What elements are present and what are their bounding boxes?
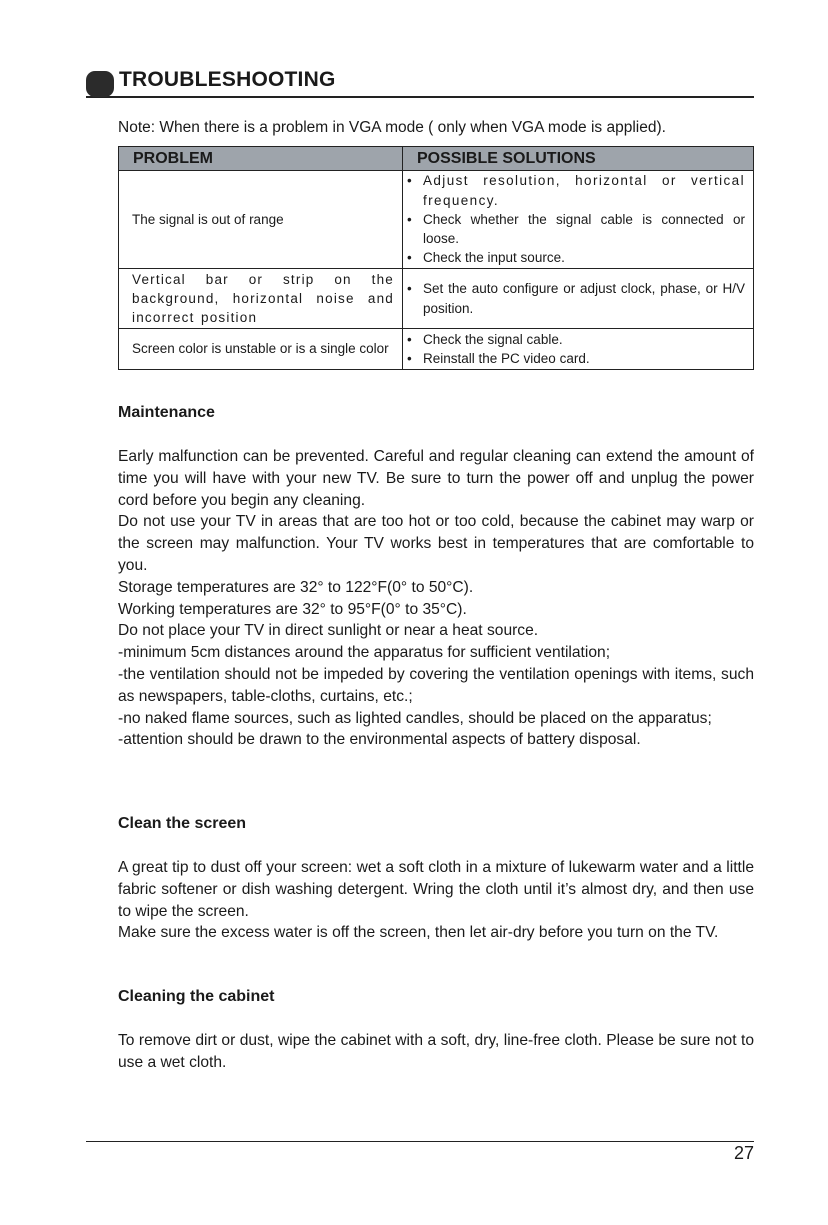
troubleshooting-table — [118, 146, 754, 370]
solution-item: • Set the auto configure or adjust clock, phase, or H/V position. — [403, 279, 753, 318]
table-row — [119, 329, 754, 370]
paragraph: -no naked flame sources, such as lighted candles, should be placed on the apparatus; — [118, 709, 712, 727]
paragraph: Make sure the excess water is off the screen, then let air-dry before you turn on the TV. — [118, 924, 719, 942]
problem-cell: Screen color is unstable or is a single color — [119, 329, 403, 370]
problem-cell: The signal is out of range — [119, 171, 403, 269]
paragraph: Do not place your TV in direct sunlight or near a heat source. — [118, 622, 539, 640]
vga-note: Note: When there is a problem in VGA mode ( only when VGA mode is applied). — [118, 119, 666, 136]
paragraph: A great tip to dust off your screen: wet a soft cloth in a mixture of lukewarm water and a little fabric softener or dish washing detergent. Wring the cloth until it’s almost dry, and then use to wipe the screen. — [118, 859, 754, 920]
solution-item: • Check the signal cable. — [403, 330, 753, 349]
footer-divider — [86, 1141, 754, 1142]
section-badge-icon — [86, 71, 114, 97]
maintenance-heading: Maintenance — [118, 404, 215, 421]
solution-item: • Adjust resolution, horizontal or vertical frequency. — [403, 171, 753, 210]
paragraph: -minimum 5cm distances around the apparatus for sufficient ventilation; — [118, 644, 611, 662]
page-number: 27 — [733, 1143, 754, 1163]
table-header-row — [119, 147, 754, 171]
cleaning-cabinet-body — [118, 1030, 754, 1074]
column-header-problem: PROBLEM — [119, 147, 403, 171]
table-row — [119, 171, 754, 269]
solutions-cell — [403, 269, 754, 329]
paragraph: Storage temperatures are 32° to 122°F(0° to 50°C). — [118, 578, 474, 596]
solution-item: • Reinstall the PC video card. — [403, 349, 753, 368]
solutions-cell — [403, 329, 754, 370]
paragraph: -attention should be drawn to the environmental aspects of battery disposal. — [118, 731, 641, 749]
paragraph: Do not use your TV in areas that are too hot or too cold, because the cabinet may warp or the screen may malfunction. Your TV works best in temperatures that are comfortable to you. — [118, 513, 754, 574]
solution-item: • Check the input source. — [403, 248, 753, 267]
paragraph: -the ventilation should not be impeded by covering the ventilation openings with items, such as newspapers, table-cloths, curtains, etc.; — [118, 665, 754, 705]
paragraph: Working temperatures are 32° to 95°F(0° to 35°C). — [118, 600, 467, 618]
page-title: TROUBLESHOOTING — [119, 68, 336, 91]
section-header — [86, 68, 754, 98]
problem-cell: Vertical bar or strip on the background, horizontal noise and incorrect position — [119, 269, 403, 329]
paragraph: Early malfunction can be prevented. Careful and regular cleaning can extend the amount of time you will have with your new TV. Be sure to turn the power off and unplug the power cord before you begin any cleaning. — [118, 448, 754, 509]
column-header-solutions: POSSIBLE SOLUTIONS — [403, 147, 754, 171]
table-row — [119, 269, 754, 329]
clean-screen-heading: Clean the screen — [118, 815, 247, 832]
clean-screen-body — [118, 857, 754, 944]
solution-item: • Check whether the signal cable is connected or loose. — [403, 210, 753, 249]
paragraph: To remove dirt or dust, wipe the cabinet with a soft, dry, line-free cloth. Please be sure not to use a wet cloth. — [118, 1032, 754, 1071]
maintenance-body — [118, 446, 754, 751]
solutions-cell — [403, 171, 754, 269]
cleaning-cabinet-heading: Cleaning the cabinet — [118, 988, 275, 1005]
